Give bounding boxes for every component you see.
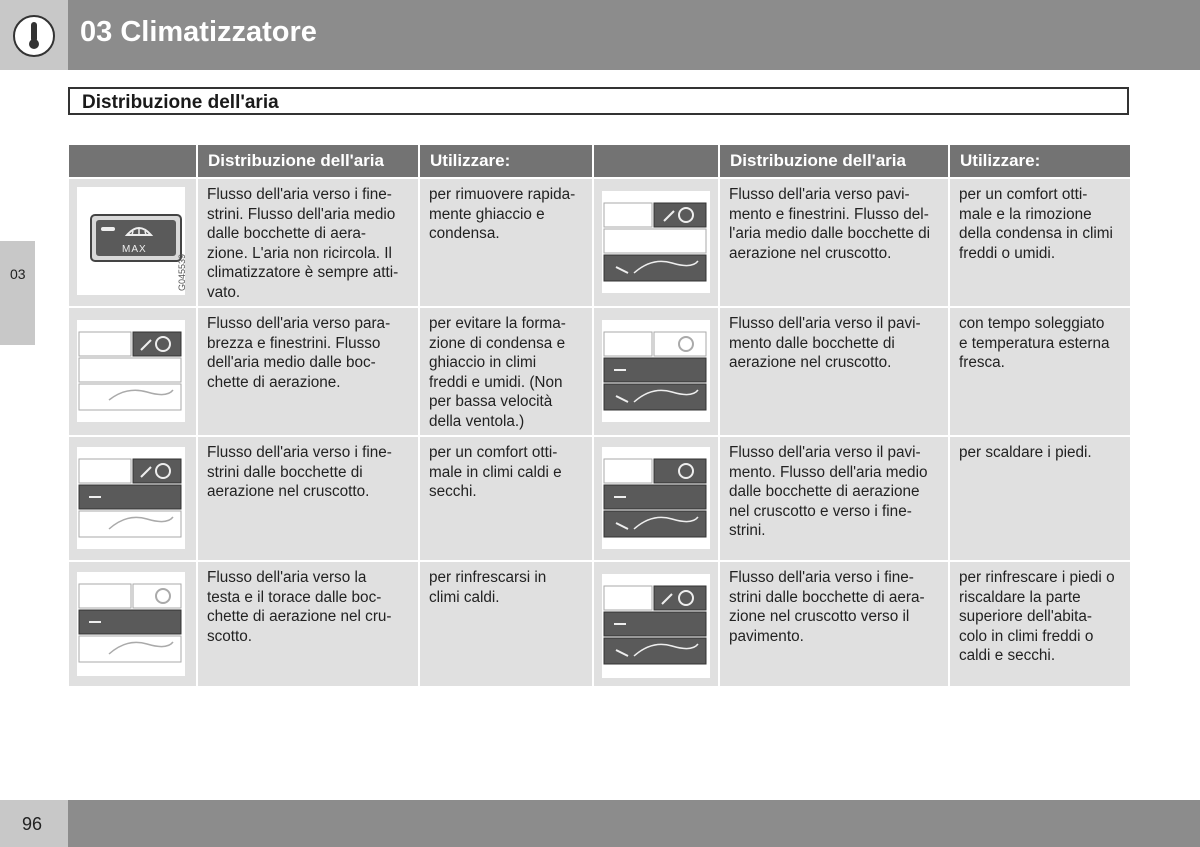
table-header-distribution-right: Distribuzione dell'aria [720, 145, 948, 177]
airflow-floor-windscreen-icon [602, 191, 710, 293]
table-cell-description: Flusso dell'aria verso la testa e il torace dalle boc- chette di aerazione nel cru- scotto. [198, 562, 418, 686]
table-cell-use: per rimuovere rapida- mente ghiaccio e condensa. [420, 179, 592, 306]
section-title: Distribuzione dell'aria [82, 92, 279, 113]
airflow-panel-illustration [77, 320, 185, 422]
table-cell-description: Flusso dell'aria verso i fine- strini dalle bocchette di aerazione nel cruscotto. [198, 437, 418, 560]
chapter-side-label: 03 [10, 266, 26, 282]
airflow-head-chest-icon [77, 572, 185, 676]
image-code: G045539 [177, 253, 187, 291]
table-cell-description: Flusso dell'aria verso pavi- mento e finestrini. Flusso del- l'aria medio dalle bocchette di aerazione nel cruscotto. [720, 179, 948, 306]
page-number-box [0, 800, 68, 847]
section-title-box [68, 87, 1129, 115]
airflow-windscreen-icon [77, 320, 185, 422]
airflow-panel-illustration [77, 447, 185, 549]
table-header-distribution-left: Distribuzione dell'aria [198, 145, 418, 177]
airflow-panel-illustration [602, 320, 710, 422]
table-cell-description: Flusso dell'aria verso i fine- strini dalle bocchette di aera- zione nel cruscotto verso il pavimento. [720, 562, 948, 686]
table-cell-description: Flusso dell'aria verso il pavi- mento. Flusso dell'aria medio dalle bocchette di aerazione nel cruscotto e verso i fine- strini. [720, 437, 948, 560]
max-defroster-button-icon [77, 187, 185, 295]
table-cell-use: per un comfort otti- male in climi caldi e secchi. [420, 437, 592, 560]
table-cell-image [594, 562, 718, 686]
table-cell-description: Flusso dell'aria verso para- brezza e finestrini. Flusso dell'aria medio dalle boc- chette di aerazione. [198, 308, 418, 435]
airflow-windows-floor-icon [602, 574, 710, 678]
table-header-use-left: Utilizzare: [420, 145, 592, 177]
table-cell-use: per rinfrescare i piedi o riscaldare la parte superiore dell'abita- colo in climi freddi o caldi e secchi. [950, 562, 1130, 686]
table-cell-use: per rinfrescarsi in climi caldi. [420, 562, 592, 686]
table-cell-description: Flusso dell'aria verso i fine- strini. Flusso dell'aria medio dalle bocchette di aera- zione. L'aria non ricircola. Il climatizzatore è sempre atti- vato. [198, 179, 418, 306]
airflow-side-windows-icon [77, 447, 185, 549]
table-header-image-right [594, 145, 718, 177]
table-cell-image [69, 437, 196, 560]
table-header-use-right: Utilizzare: [950, 145, 1130, 177]
table-cell-image [594, 308, 718, 435]
airflow-panel-illustration [602, 574, 710, 678]
airflow-floor-icon [602, 320, 710, 422]
airflow-panel-illustration [602, 447, 710, 549]
table-cell-use: per un comfort otti- male e la rimozione della condensa in climi freddi o umidi. [950, 179, 1130, 306]
table-cell-image [69, 308, 196, 435]
table-cell-image [69, 179, 196, 306]
page-header-title: 03 Climatizzatore [80, 16, 317, 48]
footer-bar [0, 800, 1200, 847]
table-cell-use: con tempo soleggiato e temperatura esterna fresca. [950, 308, 1130, 435]
thermometer-icon [0, 0, 68, 70]
airflow-panel-illustration [77, 572, 185, 676]
table-cell-image [69, 562, 196, 686]
table-cell-use: per evitare la forma- zione di condensa e ghiaccio in climi freddi e umidi. (Non per bassa velocità della ventola.) [420, 308, 592, 435]
table-cell-image [594, 437, 718, 560]
page-number: 96 [22, 814, 43, 834]
table-cell-description: Flusso dell'aria verso il pavi- mento dalle bocchette di aerazione nel cruscotto. [720, 308, 948, 435]
airflow-panel-illustration [602, 191, 710, 293]
table-header-image-left [69, 145, 196, 177]
header-icon-box [0, 0, 68, 70]
table-cell-image [594, 179, 718, 306]
defroster-panel-illustration [77, 187, 185, 295]
airflow-floor-windows-icon [602, 447, 710, 549]
max-label: MAX [122, 244, 147, 255]
table-cell-use: per scaldare i piedi. [950, 437, 1130, 560]
chapter-side-tab [0, 241, 35, 345]
